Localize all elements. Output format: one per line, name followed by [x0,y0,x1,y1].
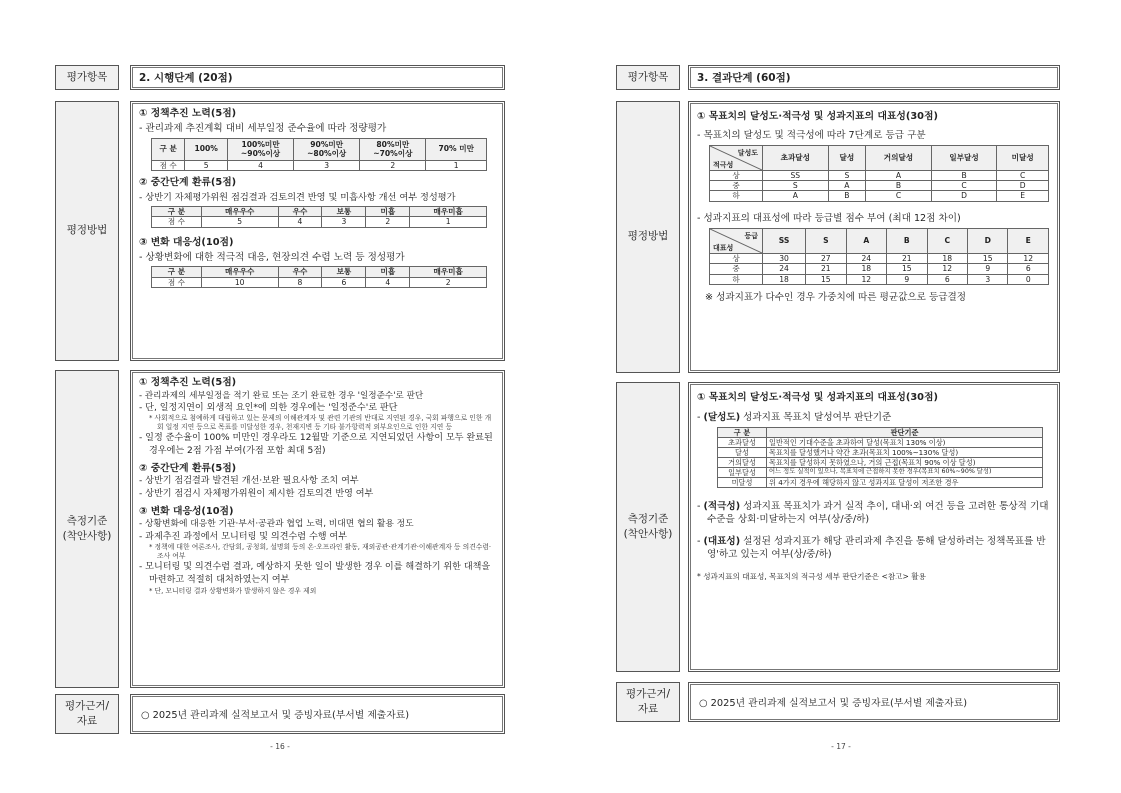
table-cell: 5 [201,217,278,227]
evidence-label-text: 평가근거/ 자료 [625,687,671,715]
table-cell: 보통 [322,267,366,277]
criteria-2-line-2: - 상반기 점검시 자체평가위원이 제시한 검토의견 반영 여부 [139,488,374,499]
table-row [718,437,1043,447]
table-cell: A [828,181,866,191]
method-note: ※ 성과지표가 다수인 경우 가중치에 따른 평균값으로 등급결정 [705,292,967,304]
table-cell: 12 [927,264,967,274]
criteria-label-text: 측정기준 (착안사항) [623,512,673,540]
table-cell: 21 [887,253,927,263]
table-row [718,457,1043,467]
criteria-1-title: ① 목표치의 달성도·적극성 및 성과지표의 대표성(30점) [697,392,938,403]
diagonal-bottom-label: 대표성 [713,243,734,252]
table-cell: 2 [366,217,410,227]
table-cell: 2 [360,160,426,170]
criteria-1-text: 성과지표 목표치 달성여부 판단기준 [740,411,892,423]
table-cell: 8 [278,277,322,287]
table-cell: C [866,191,932,201]
table-cell: 4 [366,277,410,287]
item-label [55,65,119,90]
table-cell: C [931,181,997,191]
method-2-desc: - 성과지표의 대표성에 따라 등급별 점수 부여 (최대 12점 차이) [697,212,961,224]
criteria-label [616,382,680,672]
table-row [152,160,487,170]
table-cell: S [806,228,846,253]
table-cell: 목표치를 달성했거나 약간 초과(목표치 100%~130% 달성) [767,447,1043,457]
item-label [616,65,680,90]
table-row [152,217,487,227]
table-cell: 구 분 [152,267,202,277]
table-cell: 일반적인 기대수준을 초과하여 달성(목표치 130% 이상) [767,437,1043,447]
table-cell: 점 수 [152,160,185,170]
method-2-title: ② 중간단계 환류(5점) [139,177,237,188]
table-cell: 2 [410,277,487,287]
table-cell: 매우미흡 [410,267,487,277]
evidence-text: ○ 2025년 관리과제 실적보고서 및 증빙자료(부서별 제출자료) [141,710,410,721]
table-cell: 5 [185,160,228,170]
table-row [718,447,1043,457]
table-cell: 1 [426,160,487,170]
diagonal-header-cell [710,145,763,170]
table-cell: 9 [968,264,1008,274]
evidence-label [55,694,119,734]
response-score-table [151,266,487,288]
table-cell: 100% [185,138,228,160]
table-cell: 구 분 [152,138,185,160]
criteria-3-line: - (대표성) 설정된 성과지표가 해당 관리과제 추진을 통해 달성하려는 정책목표를 반영'하고 있는지 여부(상/중/하) [697,535,1046,561]
table-cell: 미달성 [718,477,767,487]
criteria-2-line-1: - 상반기 점검결과 발견된 개선·보완 필요사항 조치 여부 [139,476,359,487]
table-cell: 미흡 [366,206,410,216]
table-cell: 18 [846,264,886,274]
criteria-3-keyword: (대표성) [703,535,741,547]
table-cell: SS [763,170,829,180]
table-cell: 매우우수 [201,206,278,216]
criteria-1-line: - (달성도) 성과지표 목표치 달성여부 판단기준 [697,411,892,423]
page-17 [561,0,1121,793]
table-cell: 3 [968,274,1008,284]
evidence-label [616,682,680,722]
criteria-1-line-1: - 관리과제의 세부일정을 적기 완료 또는 조기 완료한 경우 '일정준수'로 판단 [139,390,424,401]
table-cell: 상 [710,253,763,263]
table-header-row [718,427,1043,437]
table-row [710,264,1049,274]
table-row [718,477,1043,487]
criteria-note: * 성과지표의 대표성, 목표치의 적극성 세부 판단기준은 <참고> 활용 [697,571,926,581]
criteria-3-line-2: - 과제추진 과정에서 모니터링 및 의견수렴 수행 여부 [139,531,347,542]
table-row [710,170,1049,180]
page-number: - 17 - [831,742,851,751]
method-1-title: ① 목표치의 달성도·적극성 및 성과지표의 대표성(30점) [697,111,938,122]
criteria-2-text: 성과지표 목표치가 과거 실적 추이, 대내·외 여건 등을 고려한 통상적 기대 수준을 상회·미달하는지 여부(상/중/하) [707,500,1049,526]
table-cell: 판단기준 [767,427,1043,437]
table-cell: 90%미만 ~80%이상 [294,138,360,160]
evidence-label-text: 평가근거/ 자료 [64,699,110,727]
table-cell: 15 [887,264,927,274]
table-header-row [152,206,487,216]
grade-table [709,145,1049,202]
table-cell: 10 [201,277,278,287]
method-1-desc: - 관리과제 추진계획 대비 세부일정 준수율에 따라 정량평가 [139,122,387,134]
criteria-1-title: ① 정책추진 노력(5점) [139,377,237,388]
method-content [130,101,505,361]
table-cell: B [887,228,927,253]
criteria-content [688,382,1060,672]
table-cell: 24 [846,253,886,263]
table-cell: 중 [710,181,763,191]
representativeness-score-table [709,228,1049,285]
table-cell: 어느 정도 실적이 있으나, 목표치에 근접하지 못한 경우(목표치 60%~90% 달성) [767,467,1043,477]
item-label-text: 평가항목 [627,70,669,83]
method-label [616,101,680,373]
table-cell: 9 [887,274,927,284]
section-title-text: 3. 결과단계 (60점) [697,72,791,84]
criteria-1-keyword: (달성도) [703,411,741,423]
table-cell: 초과달성 [763,145,829,170]
table-cell: D [968,228,1008,253]
page-number: - 16 - [270,742,290,751]
criteria-3-line-1: - 상황변화에 대응한 기관·부서·공관과 협업 노력, 비대면 협의 활용 정도 [139,519,414,530]
table-header-row [152,267,487,277]
table-cell: 달성 [718,447,767,457]
table-cell: 6 [1008,264,1049,274]
table-cell: 27 [806,253,846,263]
method-3-desc: - 상황변화에 대한 적극적 대응, 현장의견 수렴 노력 등 정성평가 [139,251,405,263]
criteria-3-note: * 정책에 대한 여론조사, 간담회, 공청회, 설명회 등의 온·오프라인 활동, 재외공관·관계기관·이해관계자 등 의견수렴·조사 여부 [149,543,492,561]
method-1-desc: - 목표치의 달성도 및 적극성에 따라 7단계로 등급 구분 [697,129,926,141]
criteria-2-keyword: (적극성) [703,500,741,512]
table-cell: A [763,191,829,201]
table-cell: 6 [322,277,366,287]
table-cell: 점 수 [152,217,202,227]
criteria-3-title: ③ 변화 대응성(10점) [139,505,234,517]
criteria-3-note-2: * 단, 모니터링 결과 상황변화가 발생하지 않은 경우 제외 [149,586,317,595]
table-cell: B [866,181,932,191]
method-content [688,101,1060,373]
criteria-1-note: * 사회적으로 첨예하게 대립하고 있는 문제의 이해관계자 및 관련 기관의 반대로 지연된 경우, 국회 파행으로 인한 개회 일정 지연 등으로 목표를 미달성한 경우, 천재지변 등 기타 불가항력적 외부요인으로 인한 지연 등 [149,414,492,432]
table-cell: D [997,181,1049,191]
table-cell: 상 [710,170,763,180]
method-3-title: ③ 변화 대응성(10점) [139,236,234,248]
criteria-3-text: 설정된 성과지표가 해당 관리과제 추진을 통해 달성하려는 정책목표를 반영'하고 있는지 여부(상/중/하) [707,535,1046,561]
table-cell: E [997,191,1049,201]
table-cell: 12 [1008,253,1049,263]
diagonal-line [710,146,762,170]
method-label-text: 평정방법 [66,224,108,237]
table-cell: 초과달성 [718,437,767,447]
method-label [55,101,119,361]
table-cell: 중 [710,264,763,274]
schedule-score-table [151,138,487,171]
table-cell: 24 [763,264,806,274]
table-cell: 위 4가지 경우에 해당하지 않고 성과지표 달성이 저조한 경우 [767,477,1043,487]
table-cell: A [846,228,886,253]
table-cell: SS [763,228,806,253]
table-cell: 70% 미만 [426,138,487,160]
table-row [710,191,1049,201]
page-16 [0,0,560,793]
table-cell: 일부달성 [931,145,997,170]
section-title [130,65,505,90]
table-cell: A [866,170,932,180]
table-cell: B [931,170,997,180]
table-cell: 하 [710,274,763,284]
diagonal-bottom-label: 적극성 [713,160,734,169]
criteria-2-title: ② 중간단계 환류(5점) [139,462,237,474]
table-row [718,467,1043,477]
table-row [710,274,1049,284]
table-cell: 15 [806,274,846,284]
table-cell: D [931,191,997,201]
criteria-3-line-3: - 모니터링 및 의견수렴 결과, 예상하지 못한 일이 발생한 경우 이를 해결하기 위한 대책을 마련하고 적절히 대처하였는지 여부 [139,562,491,585]
table-cell: 구 분 [718,427,767,437]
table-cell: C [927,228,967,253]
method-1-title: ① 정책추진 노력(5점) [139,108,237,119]
method-label-text: 평정방법 [627,230,669,243]
table-cell: 21 [806,264,846,274]
diagonal-top-label: 등급 [744,231,758,240]
table-cell: 1 [410,217,487,227]
table-cell: 3 [322,217,366,227]
table-cell: 달성 [828,145,866,170]
section-title [688,65,1060,90]
table-cell: 우수 [278,206,322,216]
method-2-desc: - 상반기 자체평가위원 점검결과 검토의견 반영 및 미흡사항 개선 여부 정성평가 [139,191,456,203]
table-cell: 미흡 [366,267,410,277]
table-cell: 18 [927,253,967,263]
table-cell: 목표치를 달성하지 못하였으나, 거의 근접(목표치 90% 이상 달성) [767,457,1043,467]
criteria-label [55,370,119,688]
table-cell: 4 [227,160,293,170]
table-header-row [152,138,487,160]
section-title-text: 2. 시행단계 (20점) [139,72,233,84]
table-cell: S [763,181,829,191]
achievement-criteria-table [717,427,1043,488]
table-cell: 점 수 [152,277,202,287]
table-cell: 15 [968,253,1008,263]
criteria-1-line-2: - 단, 일정지연이 외생적 요인*에 의한 경우에는 '일정준수'로 판단 [139,402,398,413]
table-cell: 100%미만 ~90%이상 [227,138,293,160]
table-header-row [710,145,1049,170]
table-cell: 구 분 [152,206,202,216]
table-row [152,277,487,287]
table-cell: 미달성 [997,145,1049,170]
table-cell: C [997,170,1049,180]
table-cell: 매우우수 [201,267,278,277]
table-cell: 3 [294,160,360,170]
table-row [710,181,1049,191]
feedback-score-table [151,206,487,228]
diagonal-header-cell [710,228,763,253]
table-cell: 우수 [278,267,322,277]
table-cell: 12 [846,274,886,284]
criteria-2-line: - (적극성) 성과지표 목표치가 과거 실적 추이, 대내·외 여건 등을 고려한 통상적 기대 수준을 상회·미달하는지 여부(상/중/하) [697,500,1049,526]
table-cell: S [828,170,866,180]
item-label-text: 평가항목 [66,70,108,83]
evidence-text: ○ 2025년 관리과제 실적보고서 및 증빙자료(부서별 제출자료) [699,698,968,709]
table-cell: 거의달성 [718,457,767,467]
table-cell: 보통 [322,206,366,216]
table-cell: 6 [927,274,967,284]
table-cell: 18 [763,274,806,284]
table-cell: B [828,191,866,201]
table-header-row [710,228,1049,253]
table-row [710,253,1049,263]
table-cell: 하 [710,191,763,201]
table-cell: 4 [278,217,322,227]
table-cell: 거의달성 [866,145,932,170]
criteria-content [130,370,505,688]
table-cell: E [1008,228,1049,253]
evidence-content [130,694,505,734]
evidence-content [688,682,1060,722]
criteria-1-line-3: - 일정 준수율이 100% 미만인 경우라도 12월말 기준으로 지연되었던 사항이 모두 완료된 경우에는 2점 가점 부여(가점 포함 최대 5점) [139,433,493,456]
table-cell: 0 [1008,274,1049,284]
diagonal-top-label: 달성도 [737,148,758,157]
diagonal-line [710,229,762,253]
table-cell: 80%미만 ~70%이상 [360,138,426,160]
criteria-label-text: 측정기준 (착안사항) [62,514,112,542]
table-cell: 30 [763,253,806,263]
table-cell: 일부달성 [718,467,767,477]
table-cell: 매우미흡 [410,206,487,216]
